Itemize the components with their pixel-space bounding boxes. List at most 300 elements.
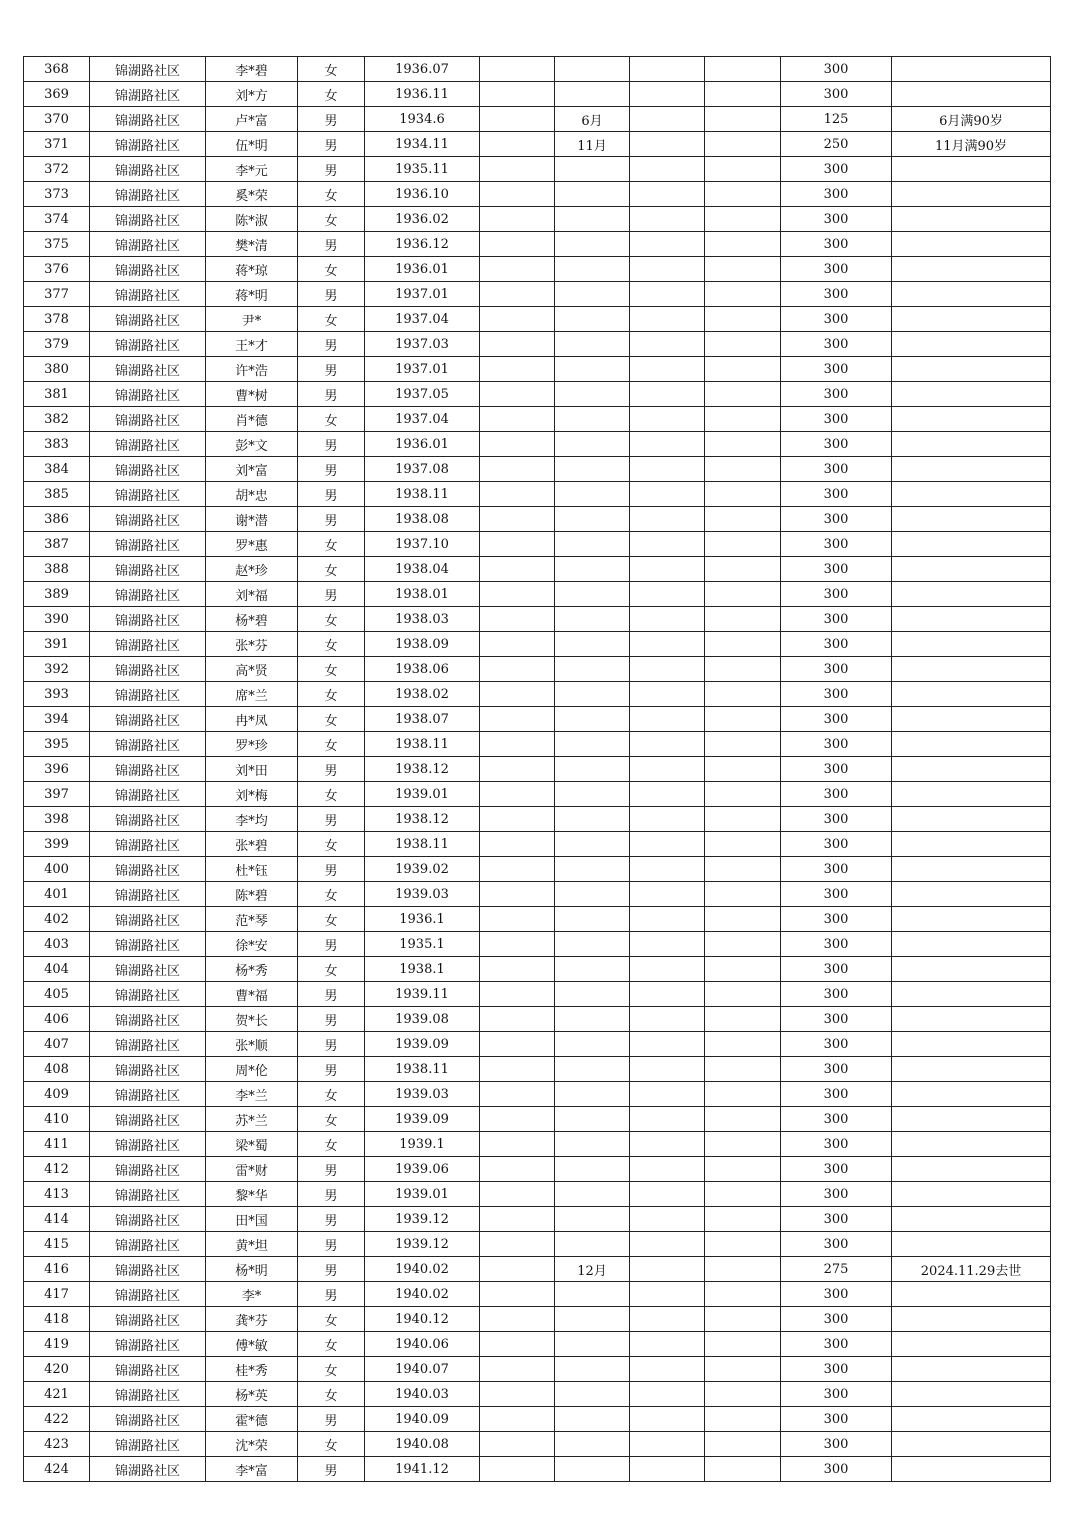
remark-cell [892, 82, 1051, 107]
remark-cell [892, 1132, 1051, 1157]
birth-date-cell: 1937.10 [365, 532, 480, 557]
blank-cell [480, 332, 555, 357]
blank-cell [480, 932, 555, 957]
blank-cell [480, 707, 555, 732]
month-cell [555, 557, 630, 582]
row-number-cell: 398 [24, 807, 90, 832]
birth-date-cell: 1936.1 [365, 907, 480, 932]
remark-cell [892, 207, 1051, 232]
gender-cell: 女 [298, 532, 365, 557]
gender-cell: 男 [298, 507, 365, 532]
name-cell: 杨*明 [206, 1257, 298, 1282]
gender-cell: 女 [298, 782, 365, 807]
amount-cell: 300 [781, 257, 892, 282]
row-number-cell: 401 [24, 882, 90, 907]
blank-cell [630, 807, 705, 832]
table-row [24, 182, 1051, 207]
name-cell: 黄*坦 [206, 1232, 298, 1257]
row-number-cell: 390 [24, 607, 90, 632]
amount-cell: 300 [781, 357, 892, 382]
month-cell [555, 1457, 630, 1482]
community-cell: 锦湖路社区 [90, 782, 206, 807]
row-number-cell: 414 [24, 1207, 90, 1232]
birth-date-cell: 1940.08 [365, 1432, 480, 1457]
table-row [24, 1032, 1051, 1057]
amount-cell: 300 [781, 632, 892, 657]
amount-cell: 300 [781, 557, 892, 582]
blank-cell [705, 432, 781, 457]
blank-cell [705, 1107, 781, 1132]
row-number-cell: 392 [24, 657, 90, 682]
blank-cell [480, 432, 555, 457]
blank-cell [630, 632, 705, 657]
community-cell: 锦湖路社区 [90, 732, 206, 757]
birth-date-cell: 1939.02 [365, 857, 480, 882]
amount-cell: 300 [781, 1407, 892, 1432]
row-number-cell: 372 [24, 157, 90, 182]
row-number-cell: 371 [24, 132, 90, 157]
blank-cell [480, 232, 555, 257]
community-cell: 锦湖路社区 [90, 957, 206, 982]
blank-cell [705, 282, 781, 307]
gender-cell: 男 [298, 382, 365, 407]
gender-cell: 男 [298, 1182, 365, 1207]
month-cell [555, 507, 630, 532]
blank-cell [480, 1107, 555, 1132]
birth-date-cell: 1939.09 [365, 1032, 480, 1057]
community-cell: 锦湖路社区 [90, 157, 206, 182]
row-number-cell: 419 [24, 1332, 90, 1357]
birth-date-cell: 1938.07 [365, 707, 480, 732]
row-number-cell: 410 [24, 1107, 90, 1132]
gender-cell: 男 [298, 1057, 365, 1082]
blank-cell [480, 507, 555, 532]
community-cell: 锦湖路社区 [90, 457, 206, 482]
blank-cell [630, 707, 705, 732]
birth-date-cell: 1939.11 [365, 982, 480, 1007]
name-cell: 刘*田 [206, 757, 298, 782]
blank-cell [630, 282, 705, 307]
row-number-cell: 404 [24, 957, 90, 982]
month-cell [555, 607, 630, 632]
birth-date-cell: 1934.6 [365, 107, 480, 132]
table-row [24, 682, 1051, 707]
blank-cell [480, 407, 555, 432]
blank-cell [705, 757, 781, 782]
month-cell [555, 932, 630, 957]
gender-cell: 女 [298, 882, 365, 907]
table-row [24, 1182, 1051, 1207]
row-number-cell: 412 [24, 1157, 90, 1182]
birth-date-cell: 1938.1 [365, 957, 480, 982]
blank-cell [630, 532, 705, 557]
community-cell: 锦湖路社区 [90, 857, 206, 882]
row-number-cell: 376 [24, 257, 90, 282]
row-number-cell: 369 [24, 82, 90, 107]
gender-cell: 男 [298, 132, 365, 157]
blank-cell [705, 132, 781, 157]
month-cell [555, 282, 630, 307]
month-cell [555, 57, 630, 82]
blank-cell [705, 357, 781, 382]
gender-cell: 女 [298, 657, 365, 682]
gender-cell: 女 [298, 207, 365, 232]
birth-date-cell: 1936.11 [365, 82, 480, 107]
blank-cell [480, 832, 555, 857]
remark-cell [892, 532, 1051, 557]
table-row [24, 1232, 1051, 1257]
table-row [24, 507, 1051, 532]
community-cell: 锦湖路社区 [90, 507, 206, 532]
community-cell: 锦湖路社区 [90, 832, 206, 857]
name-cell: 樊*清 [206, 232, 298, 257]
birth-date-cell: 1938.01 [365, 582, 480, 607]
blank-cell [480, 557, 555, 582]
blank-cell [705, 1057, 781, 1082]
blank-cell [705, 1282, 781, 1307]
birth-date-cell: 1936.10 [365, 182, 480, 207]
amount-cell: 300 [781, 1007, 892, 1032]
birth-date-cell: 1938.12 [365, 807, 480, 832]
name-cell: 曹*树 [206, 382, 298, 407]
name-cell: 许*浩 [206, 357, 298, 382]
blank-cell [630, 157, 705, 182]
community-cell: 锦湖路社区 [90, 807, 206, 832]
month-cell [555, 682, 630, 707]
name-cell: 贺*长 [206, 1007, 298, 1032]
blank-cell [480, 1407, 555, 1432]
blank-cell [705, 732, 781, 757]
remark-cell [892, 832, 1051, 857]
table-row [24, 57, 1051, 82]
remark-cell [892, 907, 1051, 932]
blank-cell [705, 57, 781, 82]
community-cell: 锦湖路社区 [90, 982, 206, 1007]
blank-cell [480, 1007, 555, 1032]
row-number-cell: 382 [24, 407, 90, 432]
table-row [24, 1107, 1051, 1132]
birth-date-cell: 1938.11 [365, 732, 480, 757]
amount-cell: 300 [781, 832, 892, 857]
birth-date-cell: 1938.11 [365, 1057, 480, 1082]
birth-date-cell: 1937.05 [365, 382, 480, 407]
name-cell: 冉*凤 [206, 707, 298, 732]
table-row [24, 357, 1051, 382]
amount-cell: 300 [781, 432, 892, 457]
birth-date-cell: 1939.09 [365, 1107, 480, 1132]
amount-cell: 300 [781, 532, 892, 557]
blank-cell [705, 507, 781, 532]
table-row [24, 632, 1051, 657]
community-cell: 锦湖路社区 [90, 182, 206, 207]
name-cell: 李*均 [206, 807, 298, 832]
gender-cell: 男 [298, 1457, 365, 1482]
gender-cell: 女 [298, 82, 365, 107]
month-cell [555, 707, 630, 732]
community-cell: 锦湖路社区 [90, 1432, 206, 1457]
amount-cell: 300 [781, 1332, 892, 1357]
amount-cell: 300 [781, 1207, 892, 1232]
month-cell [555, 657, 630, 682]
row-number-cell: 408 [24, 1057, 90, 1082]
name-cell: 杨*秀 [206, 957, 298, 982]
birth-date-cell: 1940.09 [365, 1407, 480, 1432]
blank-cell [480, 207, 555, 232]
blank-cell [480, 1082, 555, 1107]
name-cell: 刘*方 [206, 82, 298, 107]
row-number-cell: 388 [24, 557, 90, 582]
name-cell: 雷*财 [206, 1157, 298, 1182]
birth-date-cell: 1937.04 [365, 407, 480, 432]
month-cell [555, 1382, 630, 1407]
table-row [24, 1082, 1051, 1107]
row-number-cell: 377 [24, 282, 90, 307]
birth-date-cell: 1937.03 [365, 332, 480, 357]
blank-cell [480, 1057, 555, 1082]
name-cell: 王*才 [206, 332, 298, 357]
blank-cell [480, 682, 555, 707]
birth-date-cell: 1936.01 [365, 432, 480, 457]
blank-cell [705, 1382, 781, 1407]
remark-cell [892, 707, 1051, 732]
row-number-cell: 379 [24, 332, 90, 357]
amount-cell: 300 [781, 1432, 892, 1457]
amount-cell: 300 [781, 682, 892, 707]
blank-cell [480, 107, 555, 132]
blank-cell [705, 532, 781, 557]
remark-cell [892, 332, 1051, 357]
blank-cell [630, 1132, 705, 1157]
blank-cell [705, 982, 781, 1007]
remark-cell [892, 782, 1051, 807]
row-number-cell: 380 [24, 357, 90, 382]
row-number-cell: 417 [24, 1282, 90, 1307]
gender-cell: 男 [298, 807, 365, 832]
row-number-cell: 407 [24, 1032, 90, 1057]
name-cell: 奚*荣 [206, 182, 298, 207]
gender-cell: 女 [298, 957, 365, 982]
remark-cell [892, 1282, 1051, 1307]
blank-cell [705, 632, 781, 657]
table-row [24, 657, 1051, 682]
month-cell [555, 857, 630, 882]
month-cell [555, 1157, 630, 1182]
remark-cell [892, 432, 1051, 457]
blank-cell [705, 382, 781, 407]
blank-cell [705, 182, 781, 207]
blank-cell [630, 907, 705, 932]
table-row [24, 1407, 1051, 1432]
blank-cell [480, 1382, 555, 1407]
birth-date-cell: 1938.12 [365, 757, 480, 782]
gender-cell: 男 [298, 282, 365, 307]
table-row [24, 957, 1051, 982]
gender-cell: 女 [298, 707, 365, 732]
remark-cell [892, 932, 1051, 957]
blank-cell [630, 57, 705, 82]
table-row [24, 382, 1051, 407]
table-row [24, 982, 1051, 1007]
blank-cell [705, 1157, 781, 1182]
name-cell: 蒋*琼 [206, 257, 298, 282]
remark-cell [892, 382, 1051, 407]
amount-cell: 300 [781, 1032, 892, 1057]
remark-cell [892, 607, 1051, 632]
birth-date-cell: 1939.12 [365, 1232, 480, 1257]
blank-cell [705, 607, 781, 632]
row-number-cell: 383 [24, 432, 90, 457]
amount-cell: 125 [781, 107, 892, 132]
community-cell: 锦湖路社区 [90, 357, 206, 382]
community-cell: 锦湖路社区 [90, 132, 206, 157]
month-cell [555, 407, 630, 432]
community-cell: 锦湖路社区 [90, 1382, 206, 1407]
blank-cell [705, 1332, 781, 1357]
blank-cell [630, 307, 705, 332]
blank-cell [630, 1282, 705, 1307]
amount-cell: 300 [781, 1307, 892, 1332]
remark-cell [892, 1207, 1051, 1232]
blank-cell [705, 1132, 781, 1157]
month-cell [555, 1282, 630, 1307]
amount-cell: 300 [781, 1182, 892, 1207]
amount-cell: 300 [781, 1282, 892, 1307]
name-cell: 周*伦 [206, 1057, 298, 1082]
amount-cell: 300 [781, 807, 892, 832]
gender-cell: 女 [298, 257, 365, 282]
blank-cell [630, 782, 705, 807]
amount-cell: 275 [781, 1257, 892, 1282]
blank-cell [705, 332, 781, 357]
blank-cell [480, 1307, 555, 1332]
blank-cell [630, 1207, 705, 1232]
amount-cell: 300 [781, 1357, 892, 1382]
community-cell: 锦湖路社区 [90, 82, 206, 107]
community-cell: 锦湖路社区 [90, 932, 206, 957]
remark-cell [892, 732, 1051, 757]
table-row [24, 1257, 1051, 1282]
gender-cell: 男 [298, 332, 365, 357]
community-cell: 锦湖路社区 [90, 532, 206, 557]
community-cell: 锦湖路社区 [90, 707, 206, 732]
row-number-cell: 368 [24, 57, 90, 82]
blank-cell [630, 1382, 705, 1407]
blank-cell [705, 207, 781, 232]
name-cell: 苏*兰 [206, 1107, 298, 1132]
blank-cell [630, 332, 705, 357]
amount-cell: 300 [781, 1132, 892, 1157]
gender-cell: 男 [298, 107, 365, 132]
remark-cell [892, 407, 1051, 432]
birth-date-cell: 1939.1 [365, 1132, 480, 1157]
gender-cell: 女 [298, 1107, 365, 1132]
blank-cell [480, 132, 555, 157]
amount-cell: 300 [781, 482, 892, 507]
name-cell: 曹*福 [206, 982, 298, 1007]
blank-cell [630, 1232, 705, 1257]
name-cell: 梁*蜀 [206, 1132, 298, 1157]
remark-cell [892, 857, 1051, 882]
blank-cell [630, 82, 705, 107]
row-number-cell: 381 [24, 382, 90, 407]
remark-cell [892, 457, 1051, 482]
name-cell: 刘*富 [206, 457, 298, 482]
name-cell: 徐*安 [206, 932, 298, 957]
blank-cell [705, 257, 781, 282]
birth-date-cell: 1938.08 [365, 507, 480, 532]
birth-date-cell: 1936.02 [365, 207, 480, 232]
month-cell: 11月 [555, 132, 630, 157]
month-cell [555, 732, 630, 757]
month-cell [555, 1232, 630, 1257]
row-number-cell: 402 [24, 907, 90, 932]
remark-cell [892, 957, 1051, 982]
blank-cell [630, 357, 705, 382]
name-cell: 刘*福 [206, 582, 298, 607]
blank-cell [630, 182, 705, 207]
community-cell: 锦湖路社区 [90, 1157, 206, 1182]
blank-cell [480, 1432, 555, 1457]
month-cell [555, 1032, 630, 1057]
blank-cell [630, 132, 705, 157]
month-cell [555, 1132, 630, 1157]
table-row [24, 757, 1051, 782]
birth-date-cell: 1937.01 [365, 282, 480, 307]
blank-cell [630, 1457, 705, 1482]
gender-cell: 女 [298, 832, 365, 857]
row-number-cell: 387 [24, 532, 90, 557]
amount-cell: 300 [781, 457, 892, 482]
table-row [24, 1332, 1051, 1357]
name-cell: 蒋*明 [206, 282, 298, 307]
table-row [24, 1157, 1051, 1182]
blank-cell [630, 1082, 705, 1107]
name-cell: 龚*芬 [206, 1307, 298, 1332]
amount-cell: 300 [781, 1457, 892, 1482]
blank-cell [705, 1307, 781, 1332]
row-number-cell: 373 [24, 182, 90, 207]
gender-cell: 男 [298, 932, 365, 957]
blank-cell [705, 457, 781, 482]
month-cell [555, 1057, 630, 1082]
blank-cell [705, 1182, 781, 1207]
table-row [24, 157, 1051, 182]
gender-cell: 男 [298, 357, 365, 382]
table-row [24, 1007, 1051, 1032]
amount-cell: 300 [781, 1082, 892, 1107]
birth-date-cell: 1941.12 [365, 1457, 480, 1482]
name-cell: 陈*碧 [206, 882, 298, 907]
gender-cell: 男 [298, 857, 365, 882]
amount-cell: 300 [781, 1157, 892, 1182]
birth-date-cell: 1938.09 [365, 632, 480, 657]
row-number-cell: 385 [24, 482, 90, 507]
table-row [24, 1382, 1051, 1407]
blank-cell [630, 432, 705, 457]
month-cell [555, 1182, 630, 1207]
blank-cell [630, 732, 705, 757]
blank-cell [480, 607, 555, 632]
month-cell [555, 907, 630, 932]
blank-cell [705, 557, 781, 582]
gender-cell: 男 [298, 157, 365, 182]
amount-cell: 300 [781, 282, 892, 307]
blank-cell [630, 107, 705, 132]
community-cell: 锦湖路社区 [90, 332, 206, 357]
remark-cell [892, 257, 1051, 282]
remark-cell [892, 582, 1051, 607]
birth-date-cell: 1934.11 [365, 132, 480, 157]
